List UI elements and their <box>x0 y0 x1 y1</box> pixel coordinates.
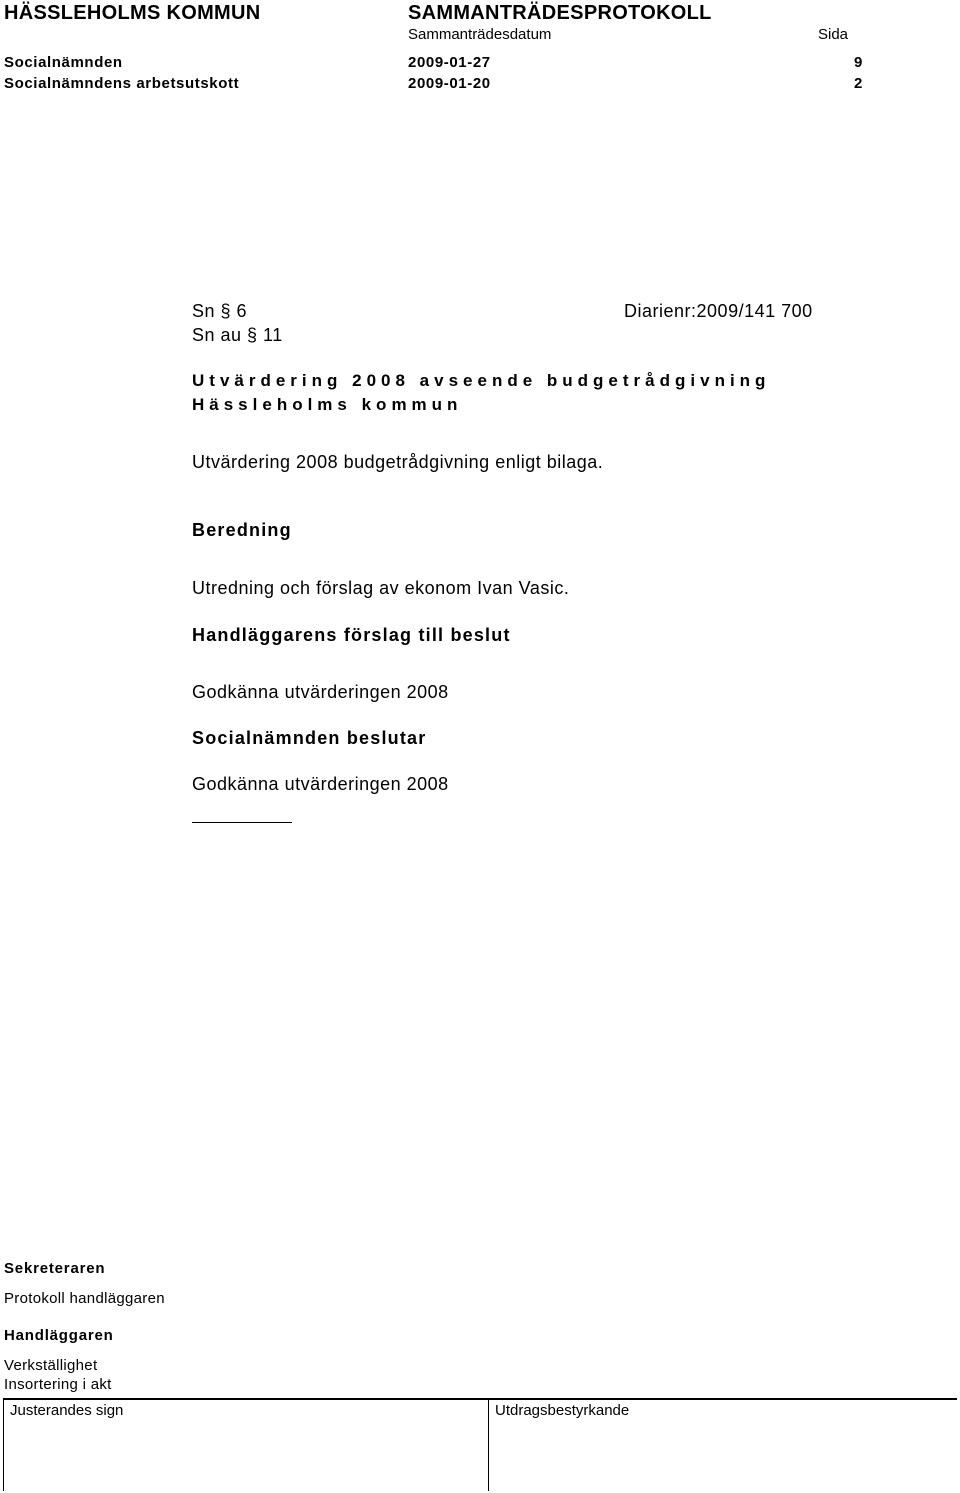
proposal-text: Godkänna utvärderingen 2008 <box>192 682 449 702</box>
end-of-item-rule <box>192 822 292 823</box>
item-title-line-2: Hässleholms kommun <box>192 395 463 414</box>
document-type: SAMMANTRÄDESPROTOKOLL <box>408 2 712 24</box>
signature-box-divider <box>488 1398 489 1491</box>
working-committee-name: Socialnämndens arbetsutskott <box>4 75 240 92</box>
adjuster-signature-label: Justerandes sign <box>10 1402 124 1419</box>
municipality-name: HÄSSLEHOLMS KOMMUN <box>4 2 261 24</box>
diarienr-value: 2009/141 700 <box>696 301 813 321</box>
meeting-date-label: Sammanträdesdatum <box>408 26 552 43</box>
paragraph-sn-au: Sn au § 11 <box>192 325 283 345</box>
working-committee-meeting-date: 2009-01-20 <box>408 75 491 92</box>
working-committee-page-number: 2 <box>854 75 863 92</box>
item-title-line-1: Utvärdering 2008 avseende budgetrådgivning <box>192 371 771 390</box>
proposal-heading: Handläggarens förslag till beslut <box>192 625 511 645</box>
officer-item: Verkställighet <box>4 1357 98 1374</box>
committee-meeting-date: 2009-01-27 <box>408 54 491 71</box>
extract-certification-label: Utdragsbestyrkande <box>495 1402 630 1419</box>
diarienr <box>624 302 813 320</box>
diarienr-label: Diarienr: <box>624 301 697 321</box>
committee-name: Socialnämnden <box>4 54 123 71</box>
paragraph-sn: Sn § 6 <box>192 301 248 321</box>
preparation-text: Utredning och förslag av ekonom Ivan Vasic. <box>192 578 570 598</box>
committee-page-number: 9 <box>854 54 863 71</box>
page-label: Sida <box>818 26 849 43</box>
signature-box <box>3 1398 957 1491</box>
item-intro: Utvärdering 2008 budgetrådgivning enligt bilaga. <box>192 452 604 472</box>
preparation-heading: Beredning <box>192 520 292 540</box>
decision-text: Godkänna utvärderingen 2008 <box>192 774 449 794</box>
secretary-heading: Sekreteraren <box>4 1260 106 1277</box>
secretary-item: Protokoll handläggaren <box>4 1290 165 1307</box>
officer-item: Insortering i akt <box>4 1376 112 1393</box>
officer-heading: Handläggaren <box>4 1327 114 1344</box>
decision-heading: Socialnämnden beslutar <box>192 728 427 748</box>
